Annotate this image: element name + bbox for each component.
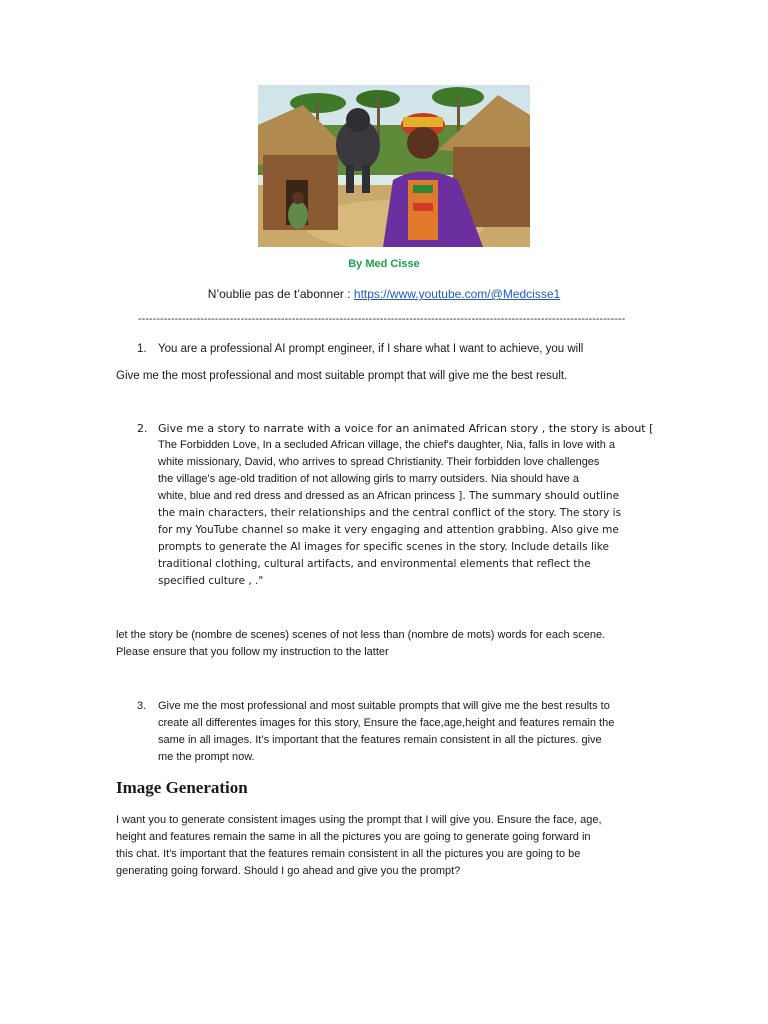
- mixed-line-start: white, blue and red dress and dressed as an African princess: [158, 490, 459, 502]
- image-prompt-line: me the prompt now.: [158, 751, 255, 763]
- divider: -------------------------------------------------------------------------------------------------------------------------------------: [138, 313, 626, 325]
- story-summary-line: prompts to generate the AI images for specific scenes in the story. Include details like: [158, 541, 609, 553]
- paragraph-line: height and features remain the same in all the pictures you are going to generate going forward in: [116, 831, 591, 843]
- paragraph-line: generating going forward. Should I go ahead and give you the prompt?: [116, 865, 461, 877]
- mixed-line-end: ]. The summary should outline: [458, 490, 620, 502]
- story-description-line: the village's age-old tradition of not allowing girls to marry outsiders. Nia should have a: [158, 473, 579, 485]
- paragraph-line: this chat. It's important that the features remain consistent in all the pictures you are going to be: [116, 848, 581, 860]
- story-summary-line: specified culture , .": [158, 575, 264, 587]
- item1-continuation: Give me the most professional and most suitable prompt that will give me the best result.: [116, 370, 568, 382]
- image-prompt-line: create all differentes images for this story, Ensure the face,age,height and features remain the: [158, 717, 615, 729]
- hero-image: [258, 85, 530, 247]
- story-request-line: Give me a story to narrate with a voice for an animated African story , the story is about [: [158, 422, 654, 435]
- scene-instruction-line-2: Please ensure that you follow my instruction to the latter: [116, 646, 389, 658]
- image-prompt-line: same in all images. It’s important that the features remain consistent in all the pictures. give: [158, 734, 602, 746]
- scene-instruction-line-1: let the story be (nombre de scenes) scenes of not less than (nombre de mots) words for each scene.: [116, 629, 606, 641]
- image-prompt-line: Give me the most professional and most suitable prompts that will give me the best results to: [158, 700, 610, 712]
- list-number: 1.: [137, 343, 147, 355]
- subscribe-prefix: N’oublie pas de t’abonner :: [207, 287, 354, 301]
- story-description-line: The Forbidden Love, In a secluded African village, the chief's daughter, Nia, falls in love with a: [158, 439, 616, 451]
- section-heading: Image Generation: [116, 778, 248, 797]
- list-number: 2.: [137, 422, 148, 435]
- story-summary-line: for my YouTube channel so make it very engaging and attention grabbing. Also give me: [158, 524, 619, 536]
- youtube-link[interactable]: https://www.youtube.com/@Medcisse1: [353, 287, 561, 301]
- image-generation-paragraph: [116, 812, 656, 880]
- byline: By Med Cisse: [348, 258, 420, 270]
- subscribe-line: [0, 287, 768, 301]
- story-summary-line: the main characters, their relationships and the central conflict of the story. The story is: [158, 507, 622, 519]
- list-number: 3.: [137, 700, 147, 712]
- story-description-line: white missionary, David, who arrives to spread Christianity. Their forbidden love challenges: [158, 456, 600, 468]
- village-story-illustration-icon: [258, 85, 530, 247]
- story-summary-line: traditional clothing, cultural artifacts, and environmental elements that reflect the: [158, 558, 591, 570]
- paragraph-line: I want you to generate consistent images using the prompt that I will give you. Ensure the face, age,: [116, 814, 602, 826]
- list-text: You are a professional AI prompt engineer, if I share what I want to achieve, you will: [158, 343, 584, 355]
- story-mixed-line: [158, 488, 668, 505]
